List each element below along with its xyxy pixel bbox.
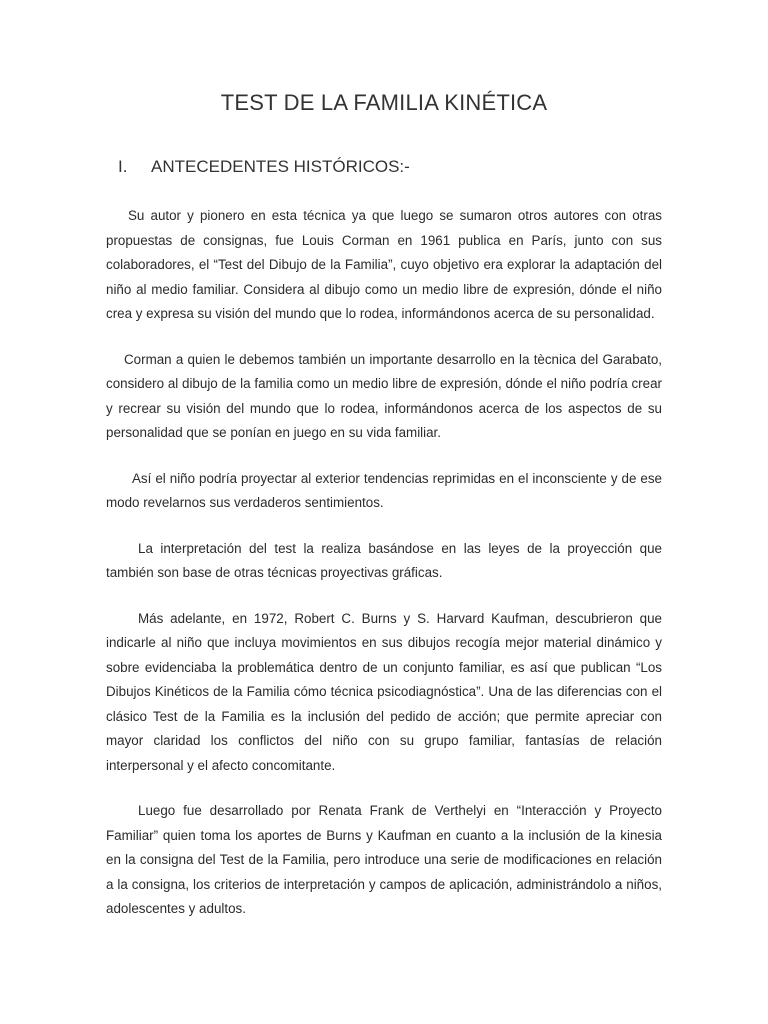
- section-number: I.: [118, 157, 128, 176]
- paragraph-1: Su autor y pionero en esta técnica ya que luego se sumaron otros autores con otras propuestas de consignas, fue Louis Corman en 1961 publica en París, junto con sus colaboradores, el “Test del Dibujo de la Familia”, cuyo objetivo era explorar la adaptación del niño al medio familiar. Considera al dibujo como un medio libre de expresión, dónde el niño crea y expresa su visión del mundo que lo rodea, informándonos acerca de su personalidad.: [106, 208, 662, 321]
- document-title: TEST DE LA FAMILIA KINÉTICA: [220, 90, 548, 115]
- section-heading-text: ANTECEDENTES HISTÓRICOS:-: [151, 157, 410, 176]
- section-heading: [118, 157, 410, 177]
- paragraph-4: La interpretación del test la realiza basándose en las leyes de la proyección que también son base de otras técnicas proyectivas gráficas.: [106, 540, 662, 580]
- paragraph-5: Más adelante, en 1972, Robert C. Burns y S. Harvard Kaufman, descubrieron que indicarle al niño que incluya movimientos en sus dibujos recogía mejor material dinámico y sobre evidenciaba la problemática dentro de un conjunto familiar, es así que publican “Los Dibujos Kinéticos de la Familia cómo técnica psicodiagnóstica”. Una de las diferencias con el clásico Test de la Familia es la inclusión del pedido de acción; que permite apreciar con mayor claridad los conflictos del niño con su grupo familiar, fantasías de relación interpersonal y el afecto concomitante.: [106, 610, 662, 773]
- paragraph-3: Así el niño podría proyectar al exterior tendencias reprimidas en el inconsciente y de ese modo revelarnos sus verdaderos sentimientos.: [106, 470, 662, 510]
- paragraph-6: Luego fue desarrollado por Renata Frank de Verthelyi en “Interacción y Proyecto Familiar” quien toma los aportes de Burns y Kaufman en cuanto a la inclusión de la kinesia en la consigna del Test de la Familia, pero introduce una serie de modificaciones en relación a la consigna, los criterios de interpretación y campos de aplicación, administrándolo a niños, adolescentes y adultos.: [106, 803, 662, 916]
- document-body: [106, 204, 662, 943]
- paragraph-2: Corman a quien le debemos también un importante desarrollo en la tècnica del Garabato, considero al dibujo de la familia como un medio libre de expresión, dónde el niño podría crear y recrear su visión del mundo que lo rodea, informándonos acerca de los aspectos de su personalidad que se ponían en juego en su vida familiar.: [106, 351, 662, 440]
